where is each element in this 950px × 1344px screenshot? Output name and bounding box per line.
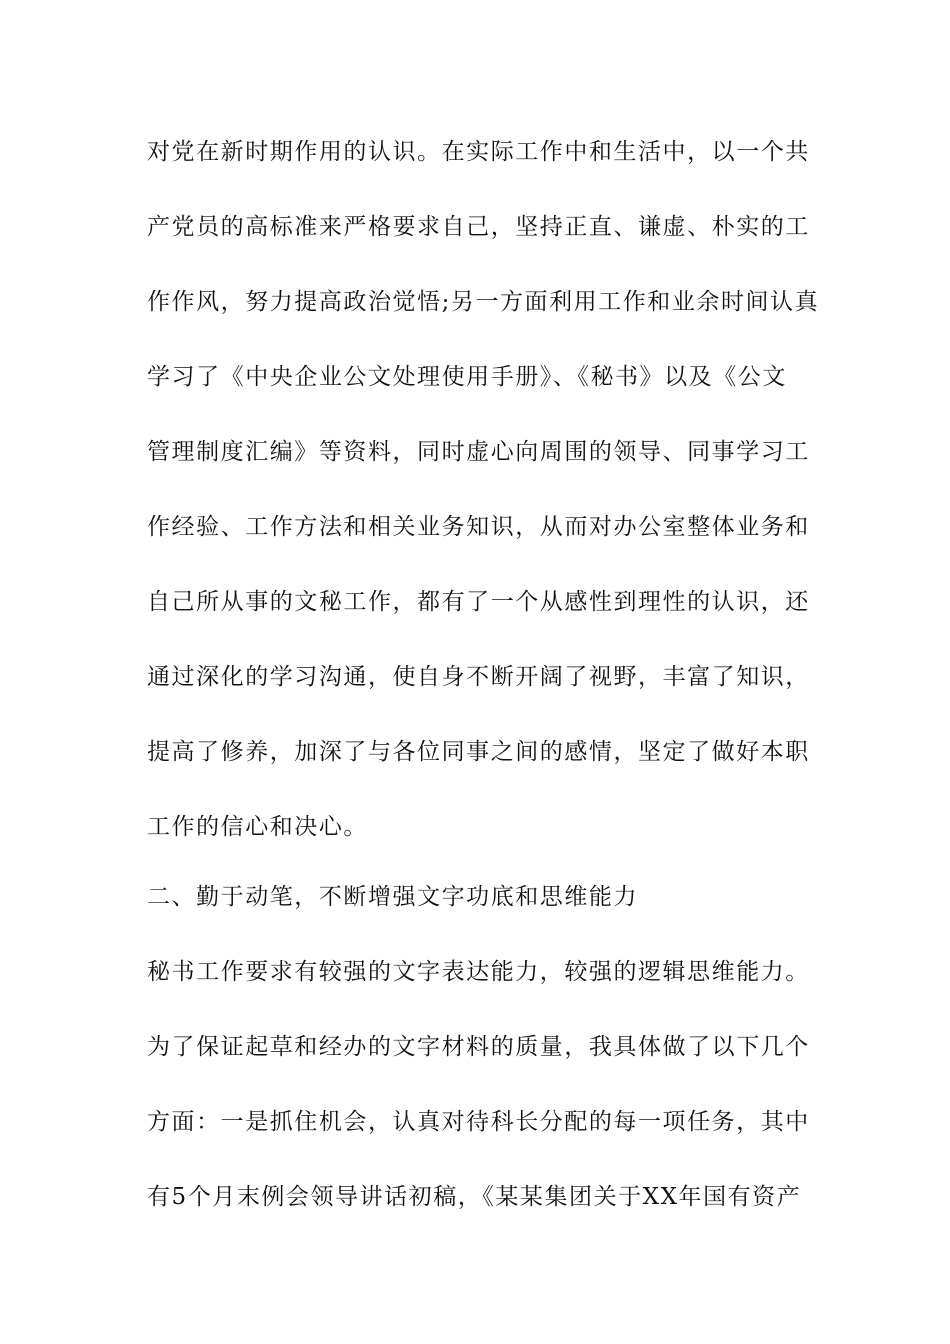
text-line: 为了保证起草和经办的文字材料的质量，我具体做了以下几个 [147,1034,810,1060]
text-line: 管理制度汇编》等资料，同时虚心向周围的领导、同事学习工 [147,439,810,465]
text-line: 提高了修养，加深了与各位同事之间的感情，坚定了做好本职 [147,739,810,765]
text-line: 自己所从事的文秘工作，都有了一个从感性到理性的认识，还 [147,589,810,615]
text-line: 工作的信心和决心。 [147,814,368,840]
text-line: 秘书工作要求有较强的文字表达能力，较强的逻辑思维能力。 [147,959,810,985]
text-line: 通过深化的学习沟通，使自身不断开阔了视野，丰富了知识， [147,664,810,690]
text-line: 方面：一是抓住机会，认真对待科长分配的每一项任务，其中 [147,1109,810,1135]
section-heading: 二、勤于动笔，不断增强文字功底和思维能力 [147,884,638,910]
text-line: 作经验、工作方法和相关业务知识，从而对办公室整体业务和 [147,514,810,540]
text-line: 有5个月末例会领导讲话初稿，《某某集团关于XX年国有资产 [147,1184,802,1210]
text-line: 学习了《中央企业公文处理使用手册》、《秘书》以及《公文 [147,364,787,390]
text-line: 作作风，努力提高政治觉悟;另一方面利用工作和业余时间认真 [147,289,820,315]
text-line: 产党员的高标准来严格要求自己，坚持正直、谦虚、朴实的工 [147,214,810,240]
text-line: 对党在新时期作用的认识。在实际工作中和生活中，以一个共 [147,139,810,165]
